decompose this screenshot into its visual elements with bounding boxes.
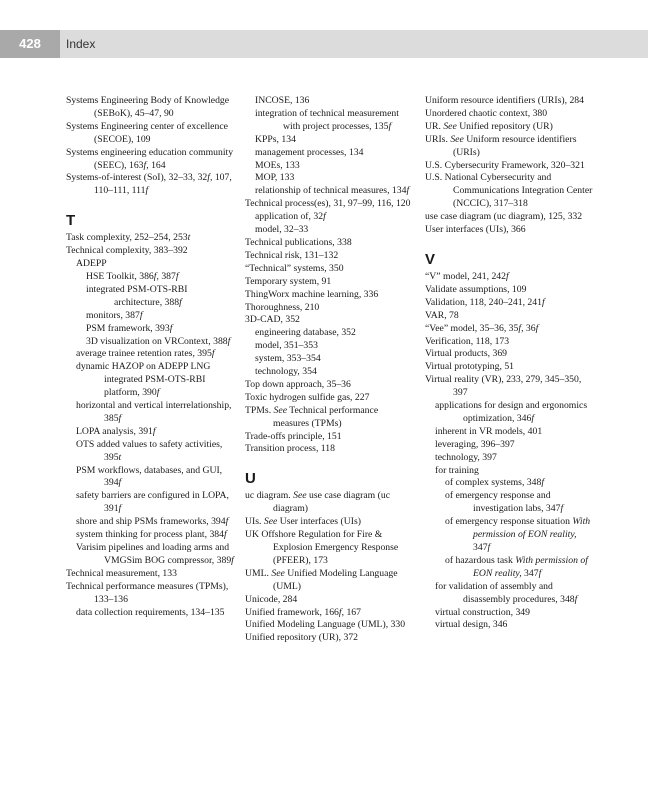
- index-entry: Systems-of-interest (SoI), 32–33, 32f, 107, 110–111, 111f: [66, 172, 232, 197]
- index-entry: Verification, 118, 173: [425, 335, 510, 347]
- index-entry: of emergency response situation With permission of EON reality, 347f: [445, 516, 591, 553]
- index-entry: UR. See Unified repository (UR): [425, 120, 553, 132]
- index-entry: HSE Toolkit, 386f, 387f: [86, 270, 179, 282]
- index-entry: LOPA analysis, 391f: [76, 425, 156, 437]
- index-entry: of emergency response and investigation labs, 347f: [445, 490, 564, 515]
- index-entry: Technical publications, 338: [245, 236, 352, 248]
- index-entry: Systems Engineering Body of Knowledge (SEBoK), 45–47, 90: [66, 95, 230, 119]
- index-entry: integration of technical measurement with project processes, 135f: [255, 107, 399, 132]
- running-head: Index: [66, 37, 96, 51]
- index-entry: Toxic hydrogen sulfide gas, 227: [245, 391, 370, 403]
- index-entry: Trade-offs principle, 151: [245, 430, 342, 442]
- index-entry: “Vee” model, 35–36, 35f, 36f: [425, 322, 539, 334]
- index-entry: MOP, 133: [255, 172, 295, 184]
- index-entry: data collection requirements, 134–135: [76, 606, 225, 618]
- index-entry: “Technical” systems, 350: [245, 262, 344, 274]
- index-entry: system thinking for process plant, 384f: [76, 529, 227, 541]
- index-entry: Top down approach, 35–36: [245, 378, 351, 390]
- index-entry: safety barriers are configured in LOPA, 391f: [76, 490, 229, 515]
- index-entry: “V” model, 241, 242f: [425, 270, 509, 282]
- index-entry: Uniform resource identifiers (URIs), 284: [425, 95, 584, 106]
- index-entry: Virtual reality (VR), 233, 279, 345–350, 397: [425, 374, 582, 399]
- index-column-2: [245, 95, 415, 645]
- section-letter: V: [425, 250, 436, 268]
- index-entry: URIs. See Uniform resource identifiers (URIs): [425, 133, 577, 158]
- index-entry: ThingWorx machine learning, 336: [245, 288, 379, 300]
- index-entry: User interfaces (UIs), 366: [425, 224, 526, 236]
- index-entry: Technical performance measures (TPMs), 133–136: [66, 580, 229, 605]
- index-entry: model, 32–33: [255, 224, 309, 236]
- index-entry: VAR, 78: [425, 309, 459, 321]
- section-letter: U: [245, 470, 256, 488]
- index-entry: U.S. National Cybersecurity and Communications Integration Center (NCCIC), 317–318: [425, 172, 593, 210]
- index-entry: technology, 354: [255, 366, 317, 378]
- index-entry: for validation of assembly and disassembly procedures, 348f: [435, 580, 578, 605]
- index-entry: Task complexity, 252–254, 253t: [66, 232, 191, 244]
- index-entry: Technical measurement, 133: [66, 567, 177, 579]
- index-entry: technology, 397: [435, 451, 497, 463]
- index-entry: Technical process(es), 31, 97–99, 116, 120: [245, 198, 411, 210]
- index-entry: uc diagram. See use case diagram (uc diagram): [245, 490, 390, 515]
- index-entry: shore and ship PSMs frameworks, 394f: [76, 516, 229, 528]
- index-entry: Virtual products, 369: [425, 348, 508, 360]
- index-entry: average trainee retention rates, 395f: [76, 348, 215, 360]
- page-number: 428: [0, 30, 60, 58]
- index-entry: Unified Modeling Language (UML), 330: [245, 619, 406, 631]
- index-entry: system, 353–354: [255, 353, 321, 365]
- index-entry: PSM workflows, databases, and GUI, 394f: [76, 464, 223, 489]
- index-entry: virtual construction, 349: [435, 606, 530, 618]
- index-entry: Validate assumptions, 109: [425, 283, 527, 295]
- index-entry: Unordered chaotic context, 380: [425, 107, 548, 119]
- index-entry: Technical complexity, 383–392: [66, 245, 188, 257]
- index-entry: model, 351–353: [255, 340, 318, 352]
- index-entry: KPPs, 134: [255, 133, 296, 145]
- index-entry: monitors, 387f: [86, 309, 143, 321]
- page-header: [0, 30, 648, 58]
- index-entry: use case diagram (uc diagram), 125, 332: [425, 211, 583, 223]
- index-entry: UML. See Unified Modeling Language (UML): [245, 567, 398, 592]
- index-entry: of hazardous task With permission of EON reality, 347f: [445, 554, 588, 579]
- index-entry: integrated PSM-OTS-RBI architecture, 388f: [86, 283, 188, 308]
- index-entry: dynamic HAZOP on ADEPP LNG integrated PSM-OTS-RBI platform, 390f: [76, 361, 211, 399]
- index-entry: Varisim pipelines and loading arms and VMGSim BOG compressor, 389f: [76, 542, 234, 566]
- index-entry: Unified framework, 166f, 167: [245, 606, 361, 618]
- index-entry: for training: [435, 464, 479, 476]
- index-entry: Systems Engineering center of excellence (SECOE), 109: [66, 120, 228, 145]
- index-entry: UIs. See User interfaces (UIs): [245, 516, 361, 528]
- index-entry: Transition process, 118: [245, 443, 335, 455]
- index-entry: virtual design, 346: [435, 619, 508, 631]
- index-entry: MOEs, 133: [255, 159, 300, 171]
- index-entry: U.S. Cybersecurity Framework, 320–321: [425, 159, 585, 171]
- section-letter: T: [66, 212, 76, 230]
- index-entry: ADEPP: [76, 258, 107, 270]
- index-entry: horizontal and vertical interrelationship, 385f: [76, 400, 232, 424]
- index-entry: relationship of technical measures, 134f: [255, 185, 410, 197]
- index-entry: OTS added values to safety activities, 395t: [76, 438, 223, 463]
- index-entry: engineering database, 352: [255, 327, 356, 339]
- index-entry: Thoroughness, 210: [245, 301, 320, 313]
- index-column-1: [66, 95, 236, 619]
- index-entry: INCOSE, 136: [255, 95, 310, 106]
- index-entry: Temporary system, 91: [245, 275, 332, 287]
- index-entry: 3D visualization on VRContext, 388f: [86, 335, 231, 347]
- index-entry: TPMs. See Technical performance measures (TPMs): [245, 404, 379, 429]
- index-entry: applications for design and ergonomics optimization, 346f: [435, 400, 588, 424]
- index-entry: PSM framework, 393f: [86, 322, 173, 334]
- index-entry: Virtual prototyping, 51: [425, 361, 515, 373]
- index-entry: leveraging, 396–397: [435, 438, 515, 450]
- index-column-3: [425, 95, 595, 632]
- index-entry: UK Offshore Regulation for Fire & Explosion Emergency Response (PFEER), 173: [245, 529, 399, 566]
- index-entry: inherent in VR models, 401: [435, 425, 543, 437]
- index-entry: Unicode, 284: [245, 593, 298, 605]
- index-entry: application of, 32f: [255, 211, 326, 223]
- index-entry: Systems engineering education community (SEEC), 163f, 164: [66, 146, 234, 171]
- index-entry: Unified repository (UR), 372: [245, 632, 359, 644]
- index-entry: Technical risk, 131–132: [245, 249, 339, 261]
- index-entry: 3D-CAD, 352: [245, 314, 300, 326]
- index-entry: management processes, 134: [255, 146, 364, 158]
- index-entry: of complex systems, 348f: [445, 477, 545, 489]
- index-entry: Validation, 118, 240–241, 241f: [425, 296, 545, 308]
